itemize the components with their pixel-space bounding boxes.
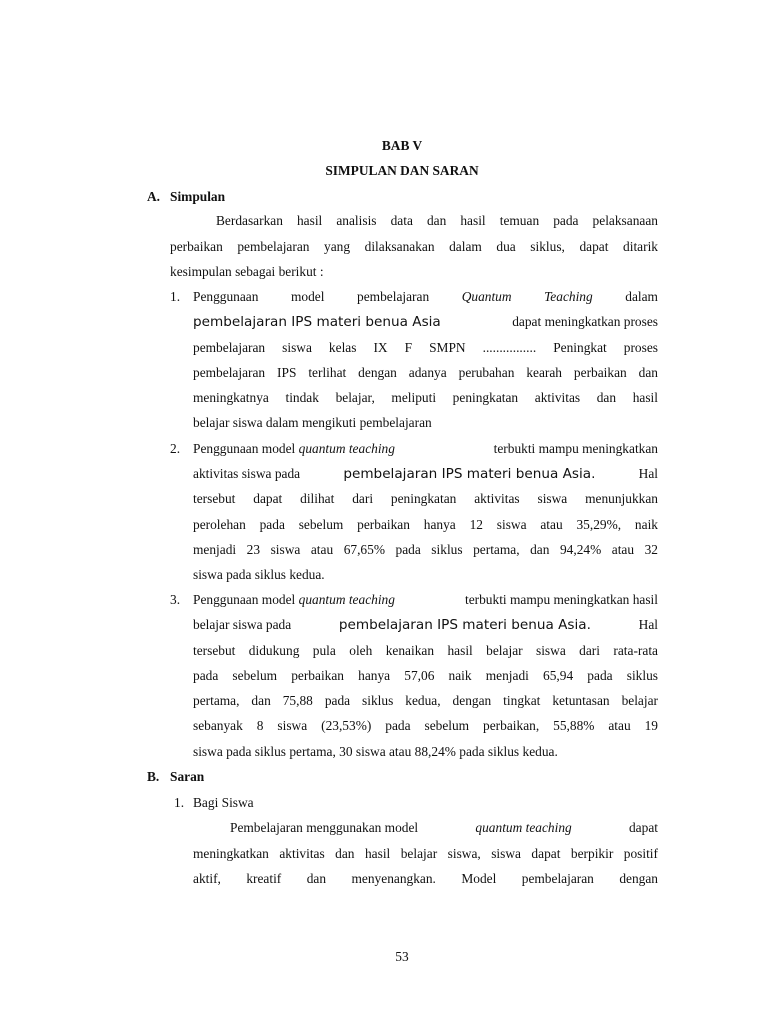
- sub-1-model: quantum teaching: [475, 820, 572, 835]
- item-1-text: dapat meningkatkan proses: [508, 314, 658, 329]
- item-3-line-6: sebanyak 8 siswa (23,53%) pada sebelum perbaikan, 55,88% atau 19: [193, 718, 658, 733]
- intro-line-1: Berdasarkan hasil analisis data dan hasil temuan pada pelaksanaan: [216, 213, 658, 228]
- item-3-line-3: tersebut didukung pula oleh kenaikan hasil belajar siswa dari rata-rata: [193, 643, 658, 658]
- item-2-model: quantum teaching: [298, 441, 395, 456]
- page-number: 53: [395, 949, 409, 964]
- sub-1-text: Pembelajaran menggunakan model: [230, 820, 422, 835]
- item-3-line-1: [193, 592, 658, 608]
- sub-1-text: dapat: [625, 820, 658, 835]
- item-1-word: Quantum: [461, 289, 512, 304]
- item-3-topic: pembelajaran IPS materi benua Asia.: [338, 617, 591, 633]
- chapter-heading: BAB V: [381, 138, 423, 153]
- item-1-word: pembelajaran: [357, 289, 430, 304]
- sub-1-word: kreatif: [246, 871, 282, 886]
- section-b-label: B.: [147, 769, 160, 784]
- item-2-line-1: [193, 441, 658, 457]
- item-1-word: model: [291, 289, 325, 304]
- chapter-title: SIMPULAN DAN SARAN: [325, 163, 479, 178]
- item-3-text: Hal: [635, 617, 658, 632]
- section-a-label: A.: [147, 189, 161, 204]
- sub-1-word: dan: [306, 871, 327, 886]
- section-a-title: Simpulan: [170, 189, 226, 204]
- item-3-number: 3.: [170, 592, 181, 607]
- item-3-line-7: siswa pada siklus pertama, 30 siswa atau 88,24% pada siklus kedua.: [193, 744, 558, 759]
- item-3-line-5: pertama, dan 75,88 pada siklus kedua, dengan tingkat ketuntasan belajar: [193, 693, 658, 708]
- sub-1-line-1: [230, 820, 658, 836]
- section-b-title: Saran: [170, 769, 205, 784]
- item-2-text: terbukti mampu meningkatkan: [490, 441, 658, 456]
- item-3-line-2: [193, 617, 658, 633]
- item-2-text: Hal: [635, 466, 658, 481]
- item-2-line-3: tersebut dapat dilihat dari peningkatan aktivitas siswa menunjukkan: [193, 491, 658, 506]
- item-2-text: Penggunaan model: [193, 441, 299, 456]
- item-2-line-6: siswa pada siklus kedua.: [193, 567, 325, 582]
- item-2-text: aktivitas siswa pada: [193, 466, 304, 481]
- sub-1-word: dengan: [619, 871, 658, 886]
- item-3-text: terbukti mampu meningkatkan hasil: [461, 592, 658, 607]
- sub-1-word: pembelajaran: [521, 871, 594, 886]
- item-1-line-3: pembelajaran siswa kelas IX F SMPN ................ Peningkat proses: [193, 340, 658, 355]
- item-3-line-4: pada sebelum perbaikan hanya 57,06 naik menjadi 65,94 pada siklus: [193, 668, 658, 683]
- sub-1-word: Model: [461, 871, 497, 886]
- item-1-line-6: belajar siswa dalam mengikuti pembelajaran: [193, 415, 432, 430]
- item-2-line-2: [193, 466, 658, 482]
- item-3-text: belajar siswa pada: [193, 617, 295, 632]
- item-2-number: 2.: [170, 441, 181, 456]
- item-1-word: dalam: [625, 289, 658, 304]
- item-1-line-1: [193, 289, 658, 305]
- item-1-word: Teaching: [544, 289, 593, 304]
- item-1-line-2: [193, 314, 658, 330]
- item-1-line-4: pembelajaran IPS terlihat dengan adanya perubahan kearah perbaikan dan: [193, 365, 658, 380]
- item-1-number: 1.: [170, 289, 181, 304]
- item-3-text: Penggunaan model: [193, 592, 299, 607]
- item-2-line-4: perolehan pada sebelum perbaikan hanya 12 siswa atau 35,29%, naik: [193, 517, 658, 532]
- item-2-topic: pembelajaran IPS materi benua Asia.: [343, 466, 596, 482]
- sub-1-word: menyenangkan.: [351, 871, 436, 886]
- sub-1-number: 1.: [174, 795, 185, 810]
- intro-line-3: kesimpulan sebagai berikut :: [170, 264, 324, 279]
- sub-1-line-2: meningkatkan aktivitas dan hasil belajar siswa, siswa dapat berpikir positif: [193, 846, 658, 861]
- item-1-word: Penggunaan: [193, 289, 259, 304]
- sub-1-line-3: [193, 871, 658, 887]
- item-1-topic: pembelajaran IPS materi benua Asia: [193, 314, 441, 330]
- item-2-line-5: menjadi 23 siswa atau 67,65% pada siklus pertama, dan 94,24% atau 32: [193, 542, 658, 557]
- item-1-line-5: meningkatnya tindak belajar, meliputi peningkatan aktivitas dan hasil: [193, 390, 658, 405]
- intro-line-2: perbaikan pembelajaran yang dilaksanakan dalam dua siklus, dapat ditarik: [170, 239, 658, 254]
- item-3-model: quantum teaching: [298, 592, 395, 607]
- sub-1-title: Bagi Siswa: [193, 795, 254, 810]
- sub-1-word: aktif,: [193, 871, 221, 886]
